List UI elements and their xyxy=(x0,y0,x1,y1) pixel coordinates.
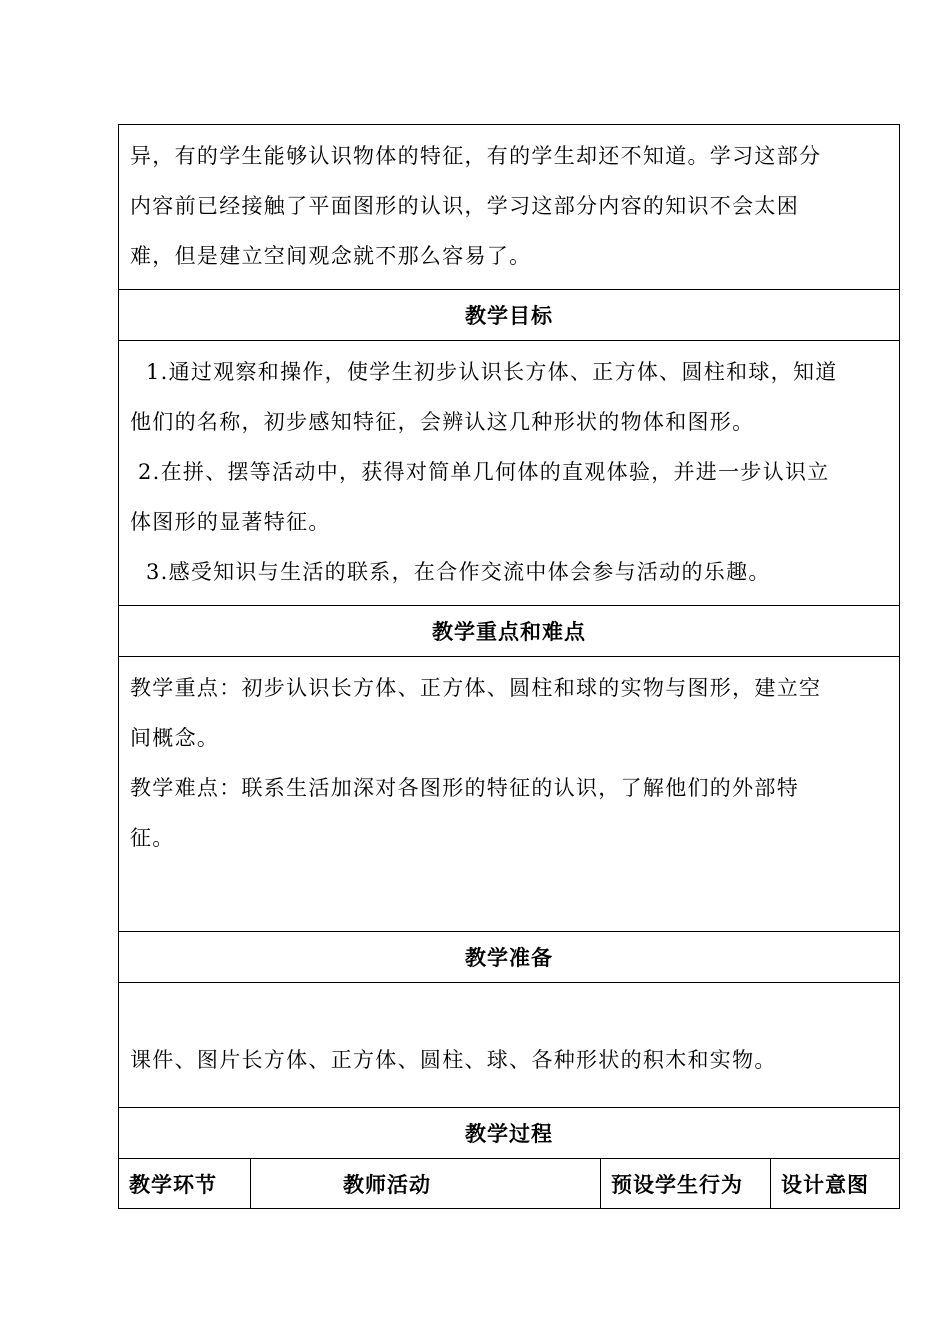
column-header-student-behavior: 预设学生行为 xyxy=(601,1159,771,1208)
goal-line: 1.通过观察和操作，使学生初步认识长方体、正方体、圆柱和球，知道 xyxy=(130,360,838,384)
key-point-line: 征。 xyxy=(130,826,175,850)
intro-line: 内容前已经接触了平面图形的认识，学习这部分内容的知识不会太困 xyxy=(130,194,799,218)
key-points-header: 教学重点和难点 xyxy=(118,605,900,656)
key-point-line: 教学难点：联系生活加深对各图形的特征的认识，了解他们的外部特 xyxy=(130,776,799,800)
preparation-section xyxy=(118,982,900,1107)
goals-header: 教学目标 xyxy=(118,289,900,340)
preparation-text: 课件、图片长方体、正方体、圆柱、球、各种形状的积木和实物。 xyxy=(130,1048,777,1072)
column-header-stage: 教学环节 xyxy=(119,1159,251,1208)
key-point-line: 教学重点：初步认识长方体、正方体、圆柱和球的实物与图形，建立空 xyxy=(130,676,822,700)
column-header-design-intent: 设计意图 xyxy=(781,1172,869,1197)
goal-line: 他们的名称，初步感知特征，会辨认这几种形状的物体和图形。 xyxy=(130,410,755,434)
intro-section xyxy=(118,124,900,289)
preparation-header: 教学准备 xyxy=(118,931,900,982)
process-header: 教学过程 xyxy=(118,1107,900,1158)
lesson-plan-table xyxy=(118,124,900,1209)
column-header-teacher-activity: 教师活动 xyxy=(251,1159,601,1208)
process-columns-row xyxy=(118,1158,900,1209)
key-points-section xyxy=(118,656,900,931)
key-point-line: 间概念。 xyxy=(130,726,220,750)
goal-line: 2.在拼、摆等活动中，获得对简单几何体的直观体验，并进一步认识立 xyxy=(130,460,830,484)
goal-line: 3.感受知识与生活的联系，在合作交流中体会参与活动的乐趣。 xyxy=(130,560,771,584)
goals-section xyxy=(118,340,900,605)
intro-line: 难，但是建立空间观念就不那么容易了。 xyxy=(130,244,532,268)
goal-line: 体图形的显著特征。 xyxy=(130,510,331,534)
intro-line: 异，有的学生能够认识物体的特征，有的学生却还不知道。学习这部分 xyxy=(130,144,822,168)
